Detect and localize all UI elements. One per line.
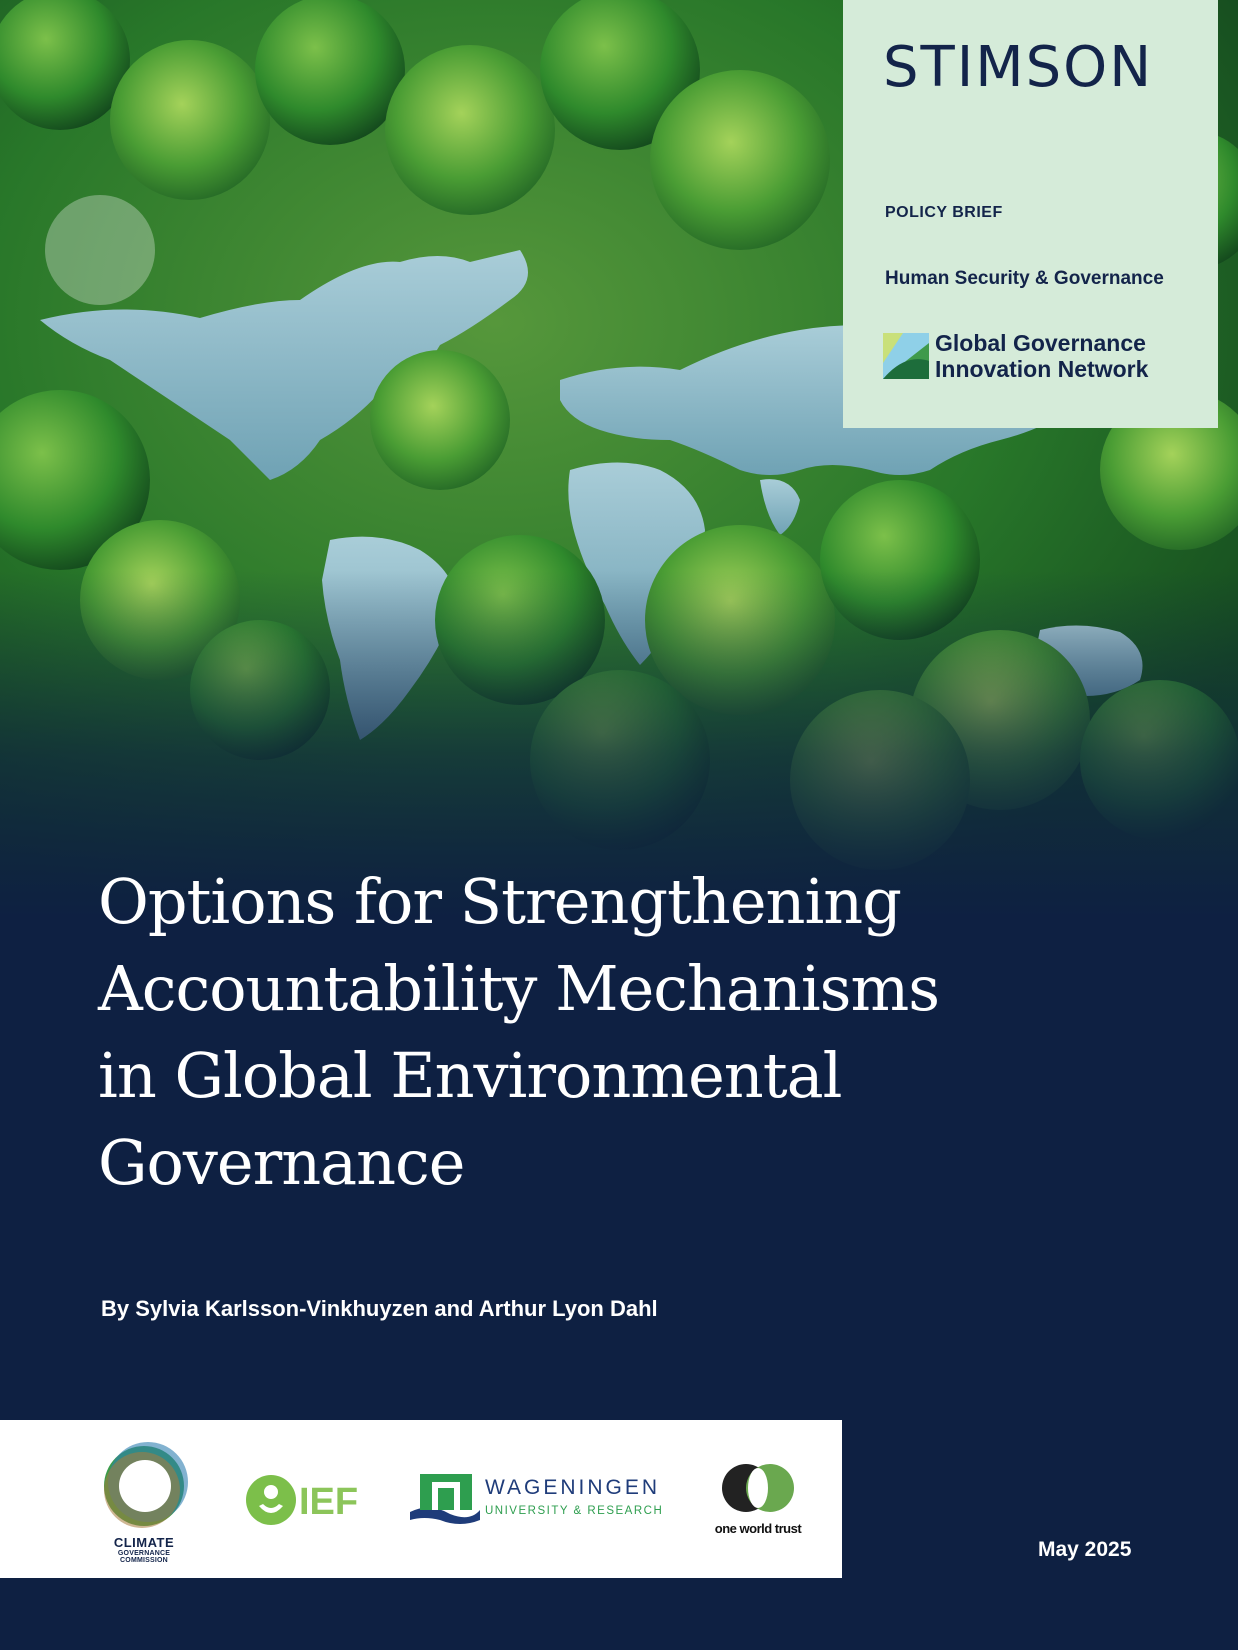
title-line-2: Accountability Mechanisms [98,952,940,1025]
publication-date: May 2025 [1038,1538,1132,1561]
wageningen-sub: UNIVERSITY & RESEARCH [485,1505,664,1517]
ring-icon [98,1442,190,1532]
partner-logos-strip [0,1420,842,1578]
document-type: POLICY BRIEF [885,204,1003,221]
one-world-trust-logo [708,1462,808,1542]
ggin-name-line2: Innovation Network [935,356,1149,382]
title-line-4: Governance [98,1126,465,1199]
stimson-logo: STIMSON [883,35,1154,100]
climate-governance-commission-logo [98,1442,190,1564]
wageningen-logo [410,1472,670,1528]
title-line-3: in Global Environmental [98,1039,842,1112]
ggin-logo-lockup [883,330,1148,382]
author-byline: By Sylvia Karlsson-Vinkhuyzen and Arthur Lyon Dahl [101,1296,658,1321]
branding-panel [843,0,1218,428]
title-line-1: Options for Strengthening [98,865,901,938]
climate-logo-name: CLIMATE [113,1535,175,1550]
ief-logo [245,1472,365,1528]
climate-logo-sub: GOVERNANCE COMMISSION [117,1550,171,1564]
ggin-name-line1: Global Governance [935,330,1146,356]
program-name: Human Security & Governance [885,268,1164,289]
owt-mark-icon [720,1462,796,1514]
wageningen-name: WAGENINGEN [485,1476,661,1499]
document-title [98,858,998,1206]
ief-logo-text: IEF [299,1481,359,1523]
owt-logo-name: one world trust [714,1521,802,1536]
ggin-mark-icon [883,333,929,379]
